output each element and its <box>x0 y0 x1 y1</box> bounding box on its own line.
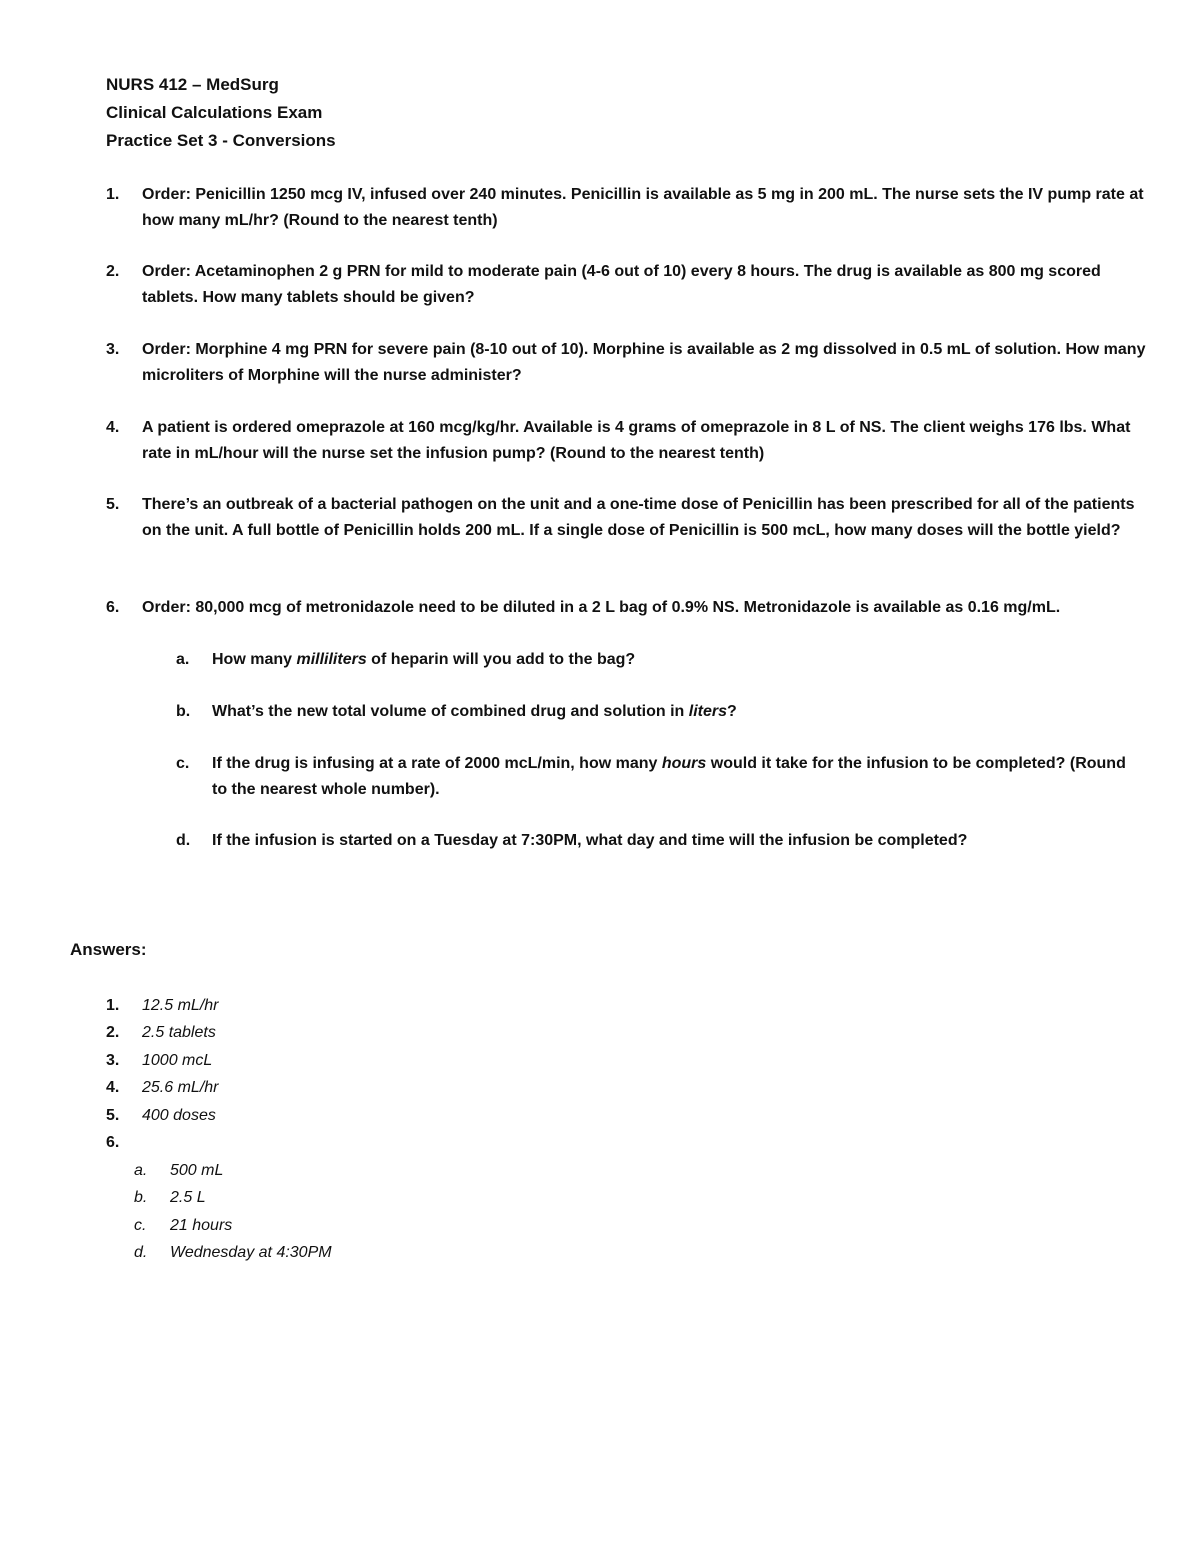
answer-1: 1. 12.5 mL/hr <box>106 997 219 1014</box>
subquestion-letter: a. <box>176 651 190 668</box>
question-4 <box>106 415 1146 467</box>
question-text: Order: Penicillin 1250 mcg IV, infused over 240 minutes. Penicillin is available as 5 mg in 200 mL. The nurse sets the IV pump rate at how many mL/hr? (Round to the nearest tenth) <box>142 186 1144 229</box>
question-number: 6. <box>106 599 120 616</box>
subquestion-letter: c. <box>176 755 190 772</box>
answers-heading: Answers: <box>70 940 147 959</box>
question-text: Order: Acetaminophen 2 g PRN for mild to moderate pain (4-6 out of 10) every 8 hours. The drug is available as 800 mg scored tablets. How many tablets should be given? <box>142 263 1101 306</box>
question-3 <box>106 337 1146 389</box>
question-text: Order: 80,000 mcg of metronidazole need to be diluted in a 2 L bag of 0.9% NS. Metronidazole is available as 0.16 mg/mL. <box>142 599 1061 616</box>
question-number: 2. <box>106 263 120 280</box>
subquestion-d <box>176 828 1136 854</box>
answer-6: 6. <box>106 1134 120 1151</box>
answer-6c: c. 21 hours <box>134 1217 233 1234</box>
question-1 <box>106 182 1146 234</box>
question-text: There’s an outbreak of a bacterial pathogen on the unit and a one-time dose of Penicillin has been prescribed for all of the patients on the unit. A full bottle of Penicillin holds 200 mL. If a single dose of Penicillin is 500 mcL, how many doses will the bottle yield? <box>142 496 1135 539</box>
question-number: 1. <box>106 186 120 203</box>
question-5 <box>106 492 1146 544</box>
exam-title: Clinical Calculations Exam <box>106 103 323 122</box>
subquestion-letter: d. <box>176 832 191 849</box>
question-text: Order: Morphine 4 mg PRN for severe pain (8-10 out of 10). Morphine is available as 2 mg dissolved in 0.5 mL of solution. How many microliters of Morphine will the nurse administer? <box>142 341 1146 384</box>
subquestion-c <box>176 751 1136 803</box>
subquestion-text: What’s the new total volume of combined drug and solution in liters? <box>212 703 737 720</box>
question-number: 5. <box>106 496 120 513</box>
answer-5: 5. 400 doses <box>106 1107 216 1124</box>
set-title: Practice Set 3 - Conversions <box>106 131 336 150</box>
subquestion-b <box>176 699 1136 725</box>
question-number: 3. <box>106 341 120 358</box>
question-text: A patient is ordered omeprazole at 160 mcg/kg/hr. Available is 4 grams of omeprazole in 8 L of NS. The client weighs 176 lbs. What rate in mL/hour will the nurse set the infusion pump? (Round to the nearest tenth) <box>142 419 1131 462</box>
answer-2: 2. 2.5 tablets <box>106 1024 216 1041</box>
subquestion-text: If the infusion is started on a Tuesday at 7:30PM, what day and time will the infusion be completed? <box>212 832 968 849</box>
course-title: NURS 412 – MedSurg <box>106 75 279 94</box>
question-6 <box>106 595 1146 621</box>
subquestion-letter: b. <box>176 703 191 720</box>
question-number: 4. <box>106 419 120 436</box>
answer-3: 3. 1000 mcL <box>106 1052 213 1069</box>
subquestion-text: How many milliliters of heparin will you add to the bag? <box>212 651 636 668</box>
answer-6d: d. Wednesday at 4:30PM <box>134 1244 332 1261</box>
subquestion-text: If the drug is infusing at a rate of 2000 mcL/min, how many hours would it take for the infusion to be completed? (Round to the nearest whole number). <box>212 755 1126 798</box>
answer-4: 4. 25.6 mL/hr <box>106 1079 219 1096</box>
question-2 <box>106 259 1146 311</box>
answer-6b: b. 2.5 L <box>134 1189 206 1206</box>
answer-6a: a. 500 mL <box>134 1162 224 1179</box>
subquestion-a <box>176 647 1136 673</box>
